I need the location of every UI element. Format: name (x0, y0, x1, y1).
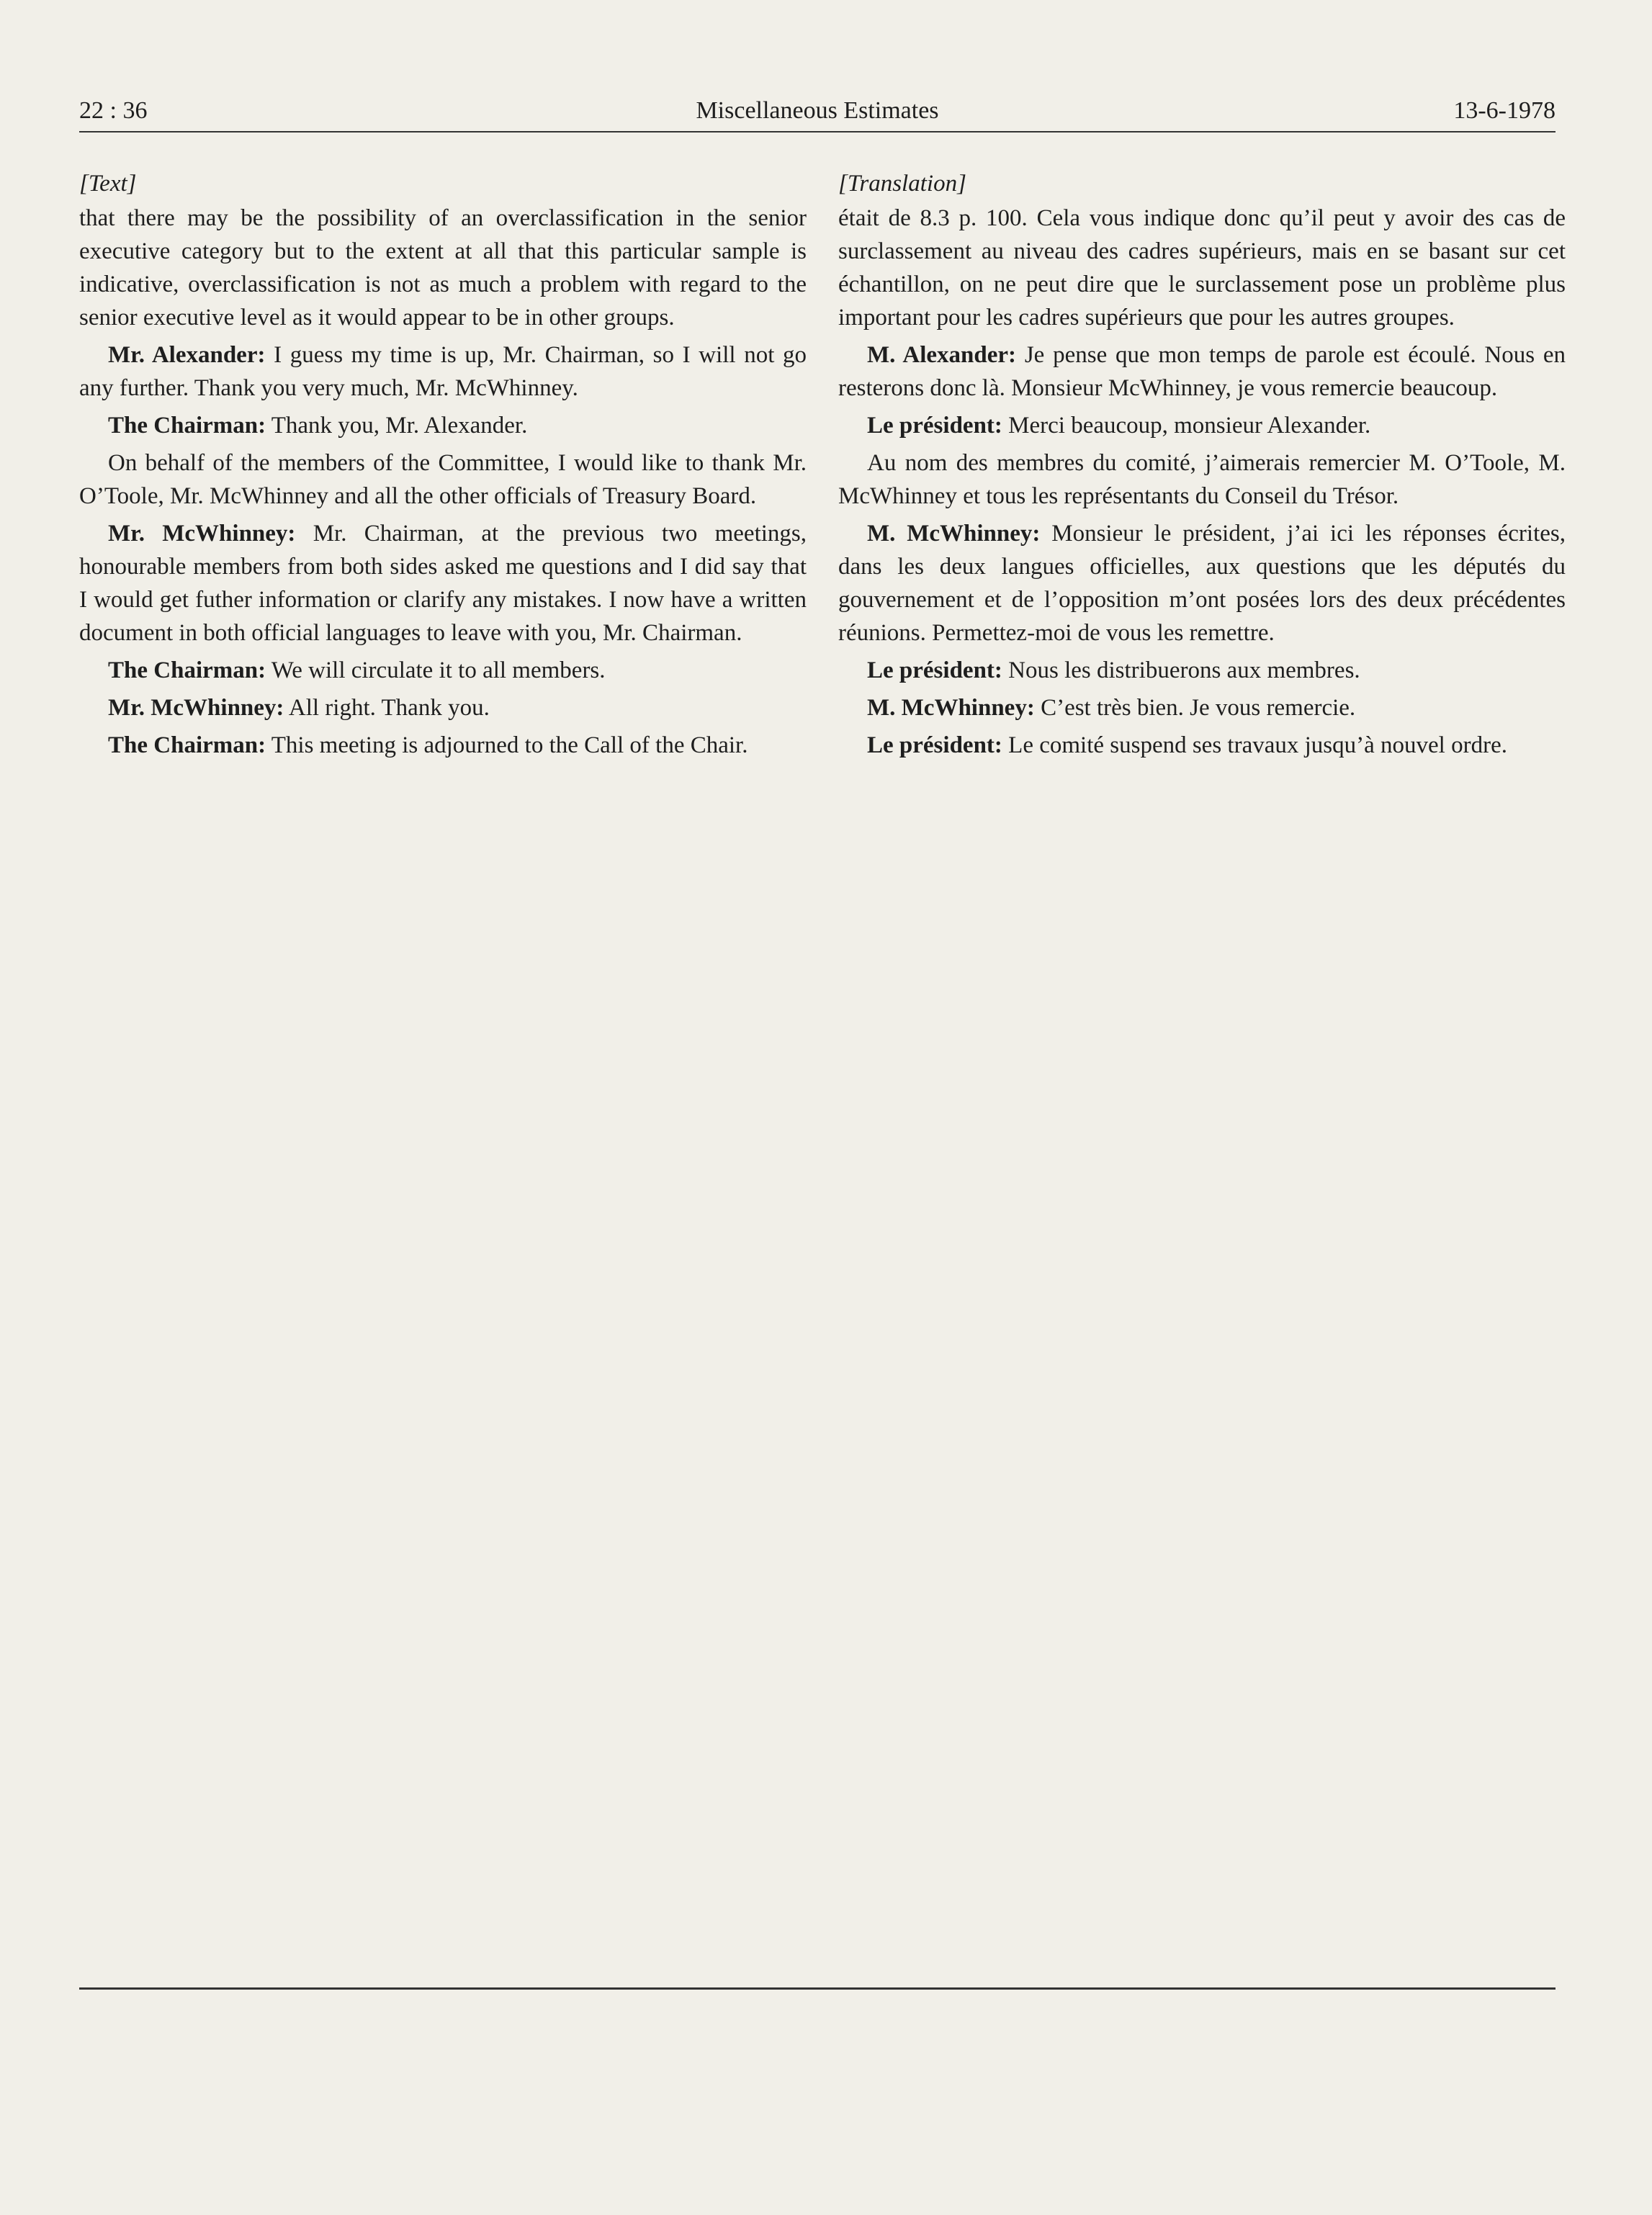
paragraph-text: Monsieur le président, j’ai ici les réponses écrites, dans les deux langues officielles, aux questions que les députés du gouvernement et de l’opposition m’ont posées lors des deux précédentes réunions. Permettez-moi de vous les remettre. (838, 521, 1566, 646)
speech-paragraph (79, 446, 807, 513)
running-title: Miscellaneous Estimates (696, 97, 939, 124)
page-date: 13-6-1978 (1453, 97, 1556, 124)
speaker-name: Mr. McWhinney: (108, 521, 296, 547)
speech-paragraph (79, 691, 807, 724)
paragraph-text: We will circulate it to all members. (271, 657, 606, 683)
paragraph-text: Au nom des membres du comité, j’aimerais remercier M. O’Toole, M. McWhinney et tous les représentants du Conseil du Trésor. (838, 450, 1566, 509)
paragraph-text: On behalf of the members of the Committee, I would like to thank Mr. O’Toole, Mr. McWhinney and all the other officials of Treasury Board. (79, 450, 807, 509)
left-paragraphs (79, 202, 807, 762)
speaker-name: Le président: (867, 732, 1002, 758)
paragraph-text: Le comité suspend ses travaux jusqu’à nouvel ordre. (1008, 732, 1507, 758)
right-column-french (838, 167, 1566, 766)
speech-paragraph (79, 654, 807, 687)
paragraph-text: All right. Thank you. (288, 695, 490, 721)
speech-paragraph (838, 517, 1566, 650)
paragraph-text: This meeting is adjourned to the Call of the Chair. (271, 732, 748, 758)
paragraph-text: Nous les distribuerons aux membres. (1008, 657, 1360, 683)
speech-paragraph (838, 729, 1566, 762)
speech-paragraph (838, 338, 1566, 405)
right-paragraphs (838, 202, 1566, 762)
paragraph-text: that there may be the possibility of an overclassification in the senior executive category but to the extent at all that this particular sample is indicative, overclassification is not as much a problem with regard to the senior executive level as it would appear to be in other groups. (79, 205, 807, 331)
paragraph-text: I guess my time is up, Mr. Chairman, so I will not go any further. Thank you very much, Mr. McWhinney. (79, 342, 807, 401)
speech-paragraph (79, 729, 807, 762)
speech-paragraph (838, 691, 1566, 724)
speaker-name: M. McWhinney: (867, 695, 1035, 721)
left-column-english (79, 167, 807, 766)
speaker-name: Le président: (867, 413, 1002, 439)
speech-paragraph (838, 409, 1566, 442)
speaker-name: The Chairman: (108, 413, 266, 439)
speech-paragraph (79, 517, 807, 650)
speaker-name: Le président: (867, 657, 1002, 683)
speech-paragraph (838, 654, 1566, 687)
speech-paragraph (838, 446, 1566, 513)
speech-paragraph (838, 202, 1566, 334)
speaker-name: M. Alexander: (867, 342, 1017, 368)
speech-paragraph (79, 202, 807, 334)
page-header (79, 91, 1556, 131)
paragraph-text: Merci beaucoup, monsieur Alexander. (1008, 413, 1371, 439)
column-label: [Translation] (838, 171, 966, 197)
speaker-name: Mr. McWhinney: (108, 695, 284, 721)
speech-paragraph (79, 409, 807, 442)
speech-paragraph (79, 338, 807, 405)
paragraph-text: Je pense que mon temps de parole est écoulé. Nous en resterons donc là. Monsieur McWhinney, je vous remercie beaucoup. (838, 342, 1566, 401)
speaker-name: Mr. Alexander: (108, 342, 266, 368)
speaker-name: The Chairman: (108, 732, 266, 758)
speaker-name: M. McWhinney: (867, 521, 1041, 547)
column-label: [Text] (79, 171, 137, 197)
header-rule (79, 131, 1556, 132)
page-number: 22 : 36 (79, 97, 148, 124)
paragraph-text: C’est très bien. Je vous remercie. (1041, 695, 1356, 721)
paragraph-text: Thank you, Mr. Alexander. (271, 413, 528, 439)
footer-rule (79, 1987, 1556, 1990)
speaker-name: The Chairman: (108, 657, 266, 683)
paragraph-text: était de 8.3 p. 100. Cela vous indique donc qu’il peut y avoir des cas de surclassement au niveau des cadres supérieurs, mais en se basant sur cet échantillon, on ne peut dire que le surclassement pose un problème plus important pour les cadres supérieurs que pour les autres groupes. (838, 205, 1566, 331)
paragraph-text: Mr. Chairman, at the previous two meetings, honourable members from both sides asked me questions and I did say that I would get futher information or clarify any mistakes. I now have a written document in both official languages to leave with you, Mr. Chairman. (79, 521, 807, 646)
